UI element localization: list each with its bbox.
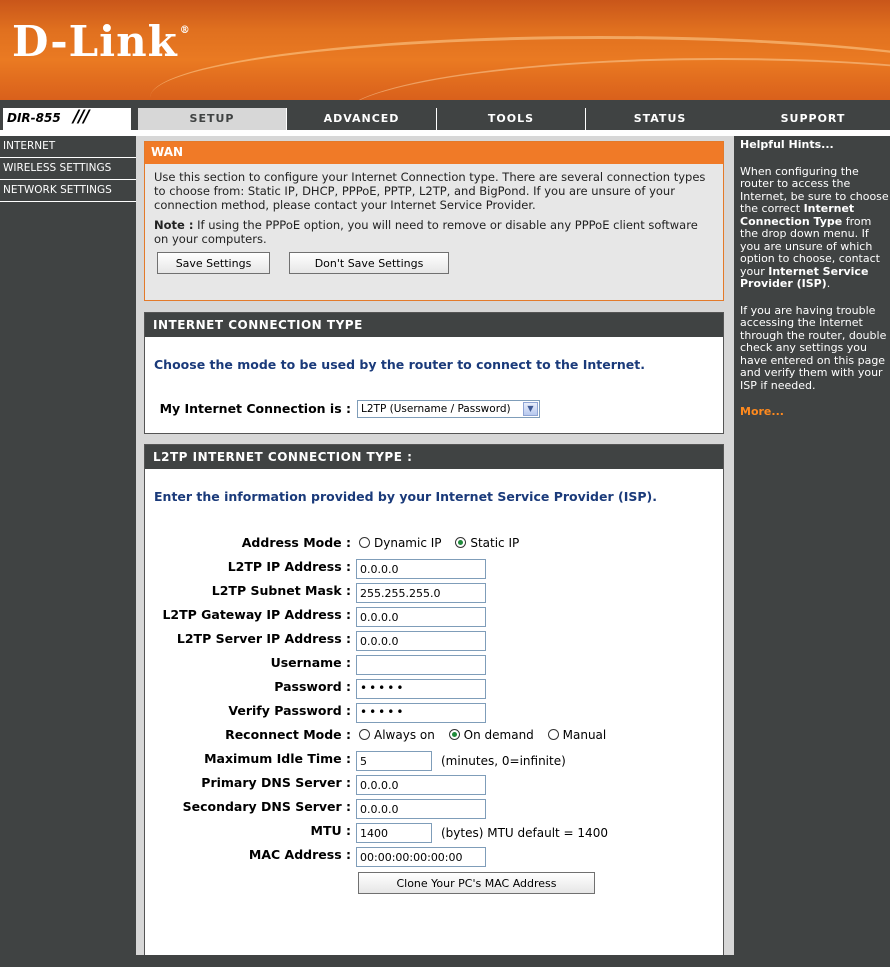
tab-status[interactable]: STATUS [585, 108, 734, 130]
hint-text: from the drop down menu. If you are unsure of which option to choose, contact your [740, 214, 880, 278]
password-field[interactable]: ••••• [356, 679, 486, 699]
model-badge [3, 108, 131, 130]
sidebar-item-wireless-settings[interactable]: WIRELESS SETTINGS [0, 158, 136, 180]
l2tp-subnet-label: L2TP Subnet Mask : [211, 583, 351, 598]
mtu-field[interactable]: 1400 [356, 823, 432, 843]
address-mode-group [359, 536, 529, 550]
dlink-logo [12, 17, 191, 66]
tab-support[interactable]: SUPPORT [736, 108, 890, 130]
primary-dns-label: Primary DNS Server : [201, 775, 351, 790]
static-ip-label: Static IP [470, 536, 520, 550]
model-slashes: /// [73, 107, 89, 127]
max-idle-hint: (minutes, 0=infinite) [441, 754, 566, 768]
l2tp-ip-field[interactable]: 0.0.0.0 [356, 559, 486, 579]
model-name: DIR-855 [7, 111, 61, 125]
hints-paragraph-2: If you are having trouble accessing the Internet through the router, double check any settings you have entered on this page and verify them with your ISP if needed. [740, 303, 887, 392]
l2tp-gateway-field[interactable]: 0.0.0.0 [356, 607, 486, 627]
on-demand-label: On demand [463, 728, 534, 742]
dynamic-ip-radio[interactable] [359, 537, 370, 548]
wan-description: Use this section to configure your Internet Connection type. There are several connection types to choose from: Static IP, DHCP, PPPoE, PPTP, L2TP, and BigPond. If you are unsure of your connection method, please contact your Internet Service Provider. [154, 170, 706, 212]
hints-paragraph-1 [740, 166, 890, 291]
username-field[interactable] [356, 655, 486, 675]
always-on-label: Always on [374, 728, 435, 742]
connection-type-label: My Internet Connection is : [159, 401, 351, 416]
hint-text: . [826, 277, 831, 290]
reconnect-mode-label: Reconnect Mode : [225, 727, 351, 742]
password-label: Password : [274, 679, 351, 694]
sidebar-item-network-settings[interactable]: NETWORK SETTINGS [0, 180, 136, 202]
more-link[interactable]: More... [740, 405, 784, 418]
section-intro: Enter the information provided by your Internet Service Provider (ISP). [154, 489, 657, 504]
always-on-radio[interactable] [359, 729, 370, 740]
note-label: Note : [154, 218, 194, 232]
main-content [136, 130, 734, 967]
save-settings-button[interactable]: Save Settings [157, 252, 270, 274]
hint-bold: Internet Connection Type [740, 202, 855, 228]
note-text: If using the PPPoE option, you will need to remove or disable any PPPoE client software on your computers. [154, 218, 698, 246]
internet-connection-type-section [144, 312, 724, 434]
address-mode-label: Address Mode : [241, 535, 351, 550]
verify-password-label: Verify Password : [228, 703, 351, 718]
mtu-label: MTU : [310, 823, 351, 838]
secondary-dns-label: Secondary DNS Server : [182, 799, 351, 814]
l2tp-section [144, 444, 724, 964]
manual-radio[interactable] [548, 729, 559, 740]
mac-address-label: MAC Address : [248, 847, 351, 862]
helpful-hints-panel [734, 130, 890, 967]
wan-title: WAN [145, 142, 723, 164]
tab-advanced[interactable]: ADVANCED [286, 108, 436, 130]
l2tp-gateway-label: L2TP Gateway IP Address : [162, 607, 351, 622]
manual-label: Manual [562, 728, 607, 742]
mac-address-field[interactable]: 00:00:00:00:00:00 [356, 847, 486, 867]
hints-title: Helpful Hints... [740, 138, 834, 151]
static-ip-radio[interactable] [455, 537, 466, 548]
chevron-down-icon[interactable]: ▼ [523, 402, 538, 416]
wan-panel [144, 141, 724, 301]
footer-bar [0, 955, 890, 967]
sidebar-item-internet[interactable]: INTERNET [0, 136, 136, 158]
reconnect-mode-group [359, 728, 616, 742]
left-sidebar [0, 130, 136, 967]
on-demand-radio[interactable] [449, 729, 460, 740]
section-intro: Choose the mode to be used by the router to connect to the Internet. [154, 357, 646, 372]
dont-save-settings-button[interactable]: Don't Save Settings [289, 252, 449, 274]
logo-text: D-Link [12, 17, 178, 66]
l2tp-subnet-field[interactable]: 255.255.255.0 [356, 583, 486, 603]
primary-dns-field[interactable]: 0.0.0.0 [356, 775, 486, 795]
tab-tools[interactable]: TOOLS [436, 108, 585, 130]
verify-password-field[interactable]: ••••• [356, 703, 486, 723]
secondary-dns-field[interactable]: 0.0.0.0 [356, 799, 486, 819]
top-navigation [0, 106, 890, 130]
clone-mac-button[interactable]: Clone Your PC's MAC Address [358, 872, 595, 894]
max-idle-field[interactable]: 5 [356, 751, 432, 771]
dynamic-ip-label: Dynamic IP [374, 536, 442, 550]
header-banner [0, 0, 890, 100]
l2tp-server-label: L2TP Server IP Address : [176, 631, 351, 646]
registered-mark: ® [179, 25, 191, 36]
username-label: Username : [270, 655, 351, 670]
l2tp-server-field[interactable]: 0.0.0.0 [356, 631, 486, 651]
hint-bold: Internet Service Provider (ISP) [740, 264, 869, 290]
hint-text: When configuring the router to access the Internet, be sure to choose the correct [740, 164, 889, 215]
max-idle-label: Maximum Idle Time : [204, 751, 351, 766]
section-title: INTERNET CONNECTION TYPE [145, 313, 723, 337]
l2tp-ip-label: L2TP IP Address : [227, 559, 351, 574]
mtu-hint: (bytes) MTU default = 1400 [441, 826, 608, 840]
tab-setup[interactable]: SETUP [138, 108, 286, 130]
connection-type-select[interactable] [357, 400, 540, 418]
connection-type-value: L2TP (Username / Password) [361, 403, 511, 415]
section-title: L2TP INTERNET CONNECTION TYPE : [145, 445, 723, 469]
wan-note [154, 218, 715, 246]
